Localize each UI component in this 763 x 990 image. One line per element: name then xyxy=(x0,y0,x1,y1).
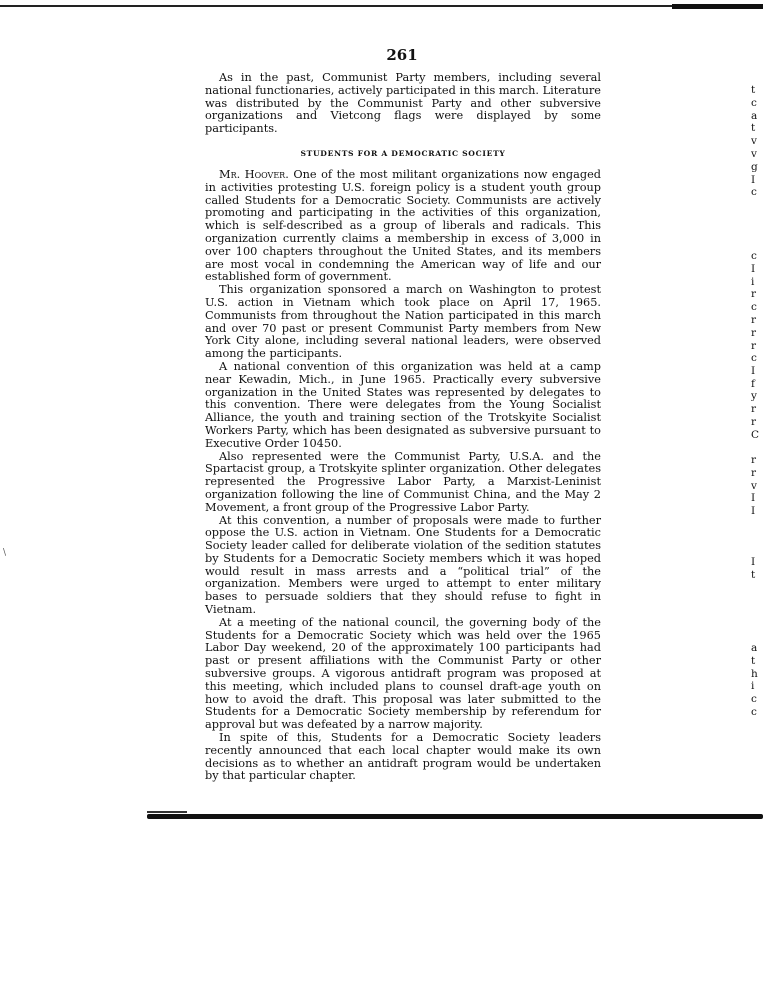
body-paragraph: At a meeting of the national council, the governing body of the Students for a Democratic Society which was held over the 1965 Labor Day weekend, 20 of the approximately 100 participants had past or present affiliations with the Communist Party or other subversive groups. A vigorous antidraft program was proposed at this meeting, which included plans to counsel draft-age youth on how to avoid the draft. This proposal was later submitted to the Students for a Democratic Society membership by referendum for approval but was defeated by a narrow majority. xyxy=(205,615,601,732)
bottom-border-rule xyxy=(147,814,763,819)
margin-fragment-column xyxy=(751,642,763,719)
top-border-rule xyxy=(0,5,763,7)
body-paragraph: At this convention, a number of proposals were made to further oppose the U.S. action in Vietnam. One Students for a Democratic Society leader called for deliberate violation of the sedition statutes by Students for a Democratic Society members which it was hoped would result in mass arrests and a “political trial” of the organization. Members were urged to attempt to enter military bases to persuade soldiers that they should refuse to fight in Vietnam. xyxy=(205,513,601,617)
margin-fragment: I xyxy=(751,505,756,518)
section-heading: STUDENTS FOR A DEMOCRATIC SOCIETY xyxy=(300,148,506,158)
body-paragraph: Also represented were the Communist Party, U.S.A. and the Spartacist group, a Trotskyite splinter organization. Other delegates represented the Progressive Labor Party, a Marxist-Leninist organization following the line of Communist China, and the May 2 Movement, a front group of the Progressive Labor Party. xyxy=(205,449,601,514)
margin-fragment: h xyxy=(751,667,758,680)
margin-fragment: C xyxy=(751,428,760,441)
margin-fragment: r xyxy=(751,288,757,301)
margin-fragment: t xyxy=(751,84,756,96)
paragraph-text: One of the most militant organizations now engaged in activities protesting U.S. foreign policy is a student youth group called Students for a Democratic Society. Communists are actively promoting and participating in the activities of this organization, which is self-described as a group of liberals and radicals. This organization currently claims a membership in excess of 3,000 in over 100 chapters throughout the United States, and its members are most vocal in condemning the American way of life and our established form of government. xyxy=(205,167,601,284)
margin-fragment-column xyxy=(751,250,763,352)
margin-fragment: g xyxy=(751,160,758,173)
margin-fragment: I xyxy=(751,173,756,186)
margin-fragment: c xyxy=(751,693,757,706)
margin-fragment: r xyxy=(751,326,757,339)
margin-fragment: r xyxy=(751,339,757,352)
body-paragraph xyxy=(205,169,601,284)
margin-fragment: t xyxy=(751,568,756,581)
margin-fragment: r xyxy=(751,415,757,428)
margin-fragment: v xyxy=(751,479,757,492)
page-number: 261 xyxy=(386,46,418,64)
margin-fragment: I xyxy=(751,262,756,275)
margin-fragment: v xyxy=(751,135,757,148)
margin-fragment: r xyxy=(751,313,757,326)
margin-fragment-column xyxy=(751,84,763,199)
body-paragraph: A national convention of this organization was held at a camp near Kewadin, Mich., in June 1965. Practically every subversive organization in the United States was represented by delegates to this convention. There were delegates from the Young Socialist Alliance, the youth and training section of the Trotskyite Socialist Workers Party, which has been designated as subversive pursuant to Executive Order 10450. xyxy=(205,359,601,450)
margin-fragment: I xyxy=(751,364,756,377)
margin-fragment: c xyxy=(751,250,757,262)
margin-fragment: c xyxy=(751,352,757,364)
margin-fragment: i xyxy=(751,275,755,288)
margin-fragment-column xyxy=(751,556,763,582)
margin-fragment: I xyxy=(751,492,756,505)
margin-fragment: r xyxy=(751,454,757,466)
top-border-rule-heavy xyxy=(672,4,763,9)
margin-fragment: c xyxy=(751,96,757,109)
margin-fragment: a xyxy=(751,109,758,122)
margin-fragment: r xyxy=(751,403,757,416)
left-margin-mark: \ xyxy=(3,548,7,558)
margin-fragment: I xyxy=(751,556,756,568)
margin-fragment-column xyxy=(751,454,763,518)
margin-fragment: c xyxy=(751,705,757,718)
margin-fragment: r xyxy=(751,466,757,479)
margin-fragment: f xyxy=(751,377,755,390)
intro-paragraph: As in the past, Communist Party members, including several national functionaries, actively participated in this march. Literature was distributed by the Communist Party and other subversive organizations and Vietcong flags were displayed by some participants. xyxy=(205,71,601,136)
margin-fragment-column xyxy=(751,352,763,442)
margin-fragment: y xyxy=(751,390,757,403)
margin-fragment: v xyxy=(751,147,757,160)
page-body xyxy=(205,72,601,783)
margin-fragment: t xyxy=(751,654,756,667)
body-paragraph: This organization sponsored a march on Washington to protest U.S. action in Vietnam which took place on April 17, 1965. Communists from throughout the Nation participated in this march and over 70 past or present Communist Party members from New York City alone, including several national leaders, were observed among the participants. xyxy=(205,283,601,361)
margin-fragment: c xyxy=(751,301,757,314)
margin-fragment: i xyxy=(751,680,755,693)
speaker-name: Mr. Hoover. xyxy=(219,167,289,181)
margin-fragment: t xyxy=(751,122,756,135)
margin-fragment: a xyxy=(751,642,758,654)
bottom-border-rule-lead xyxy=(147,811,187,813)
margin-fragment: c xyxy=(751,186,757,199)
body-paragraph: In spite of this, Students for a Democratic Society leaders recently announced that each local chapter would make its own decisions as to whether an antidraft program would be undertaken by that particular chapter. xyxy=(205,731,601,783)
